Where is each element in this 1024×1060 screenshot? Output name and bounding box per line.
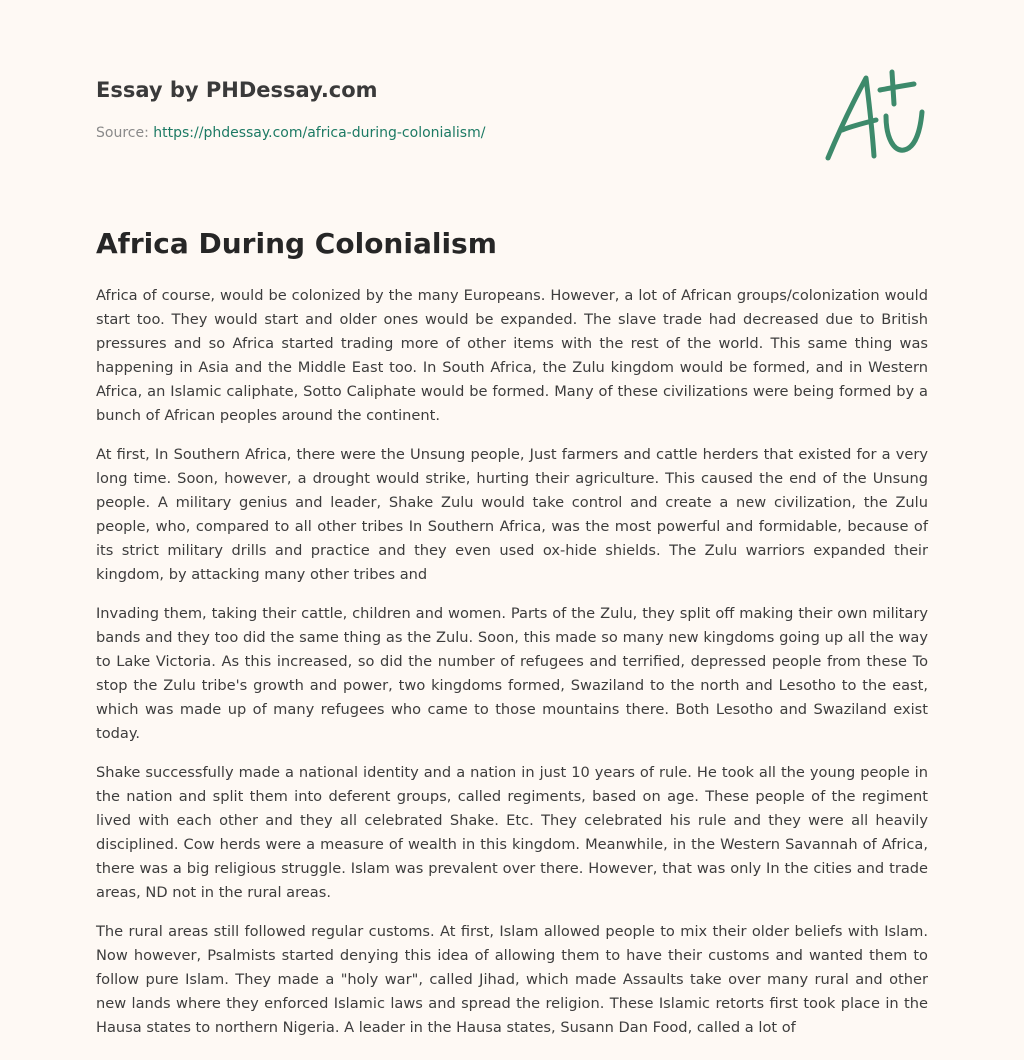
source-link[interactable]: https://phdessay.com/africa-during-colonialism/ — [153, 125, 486, 141]
article-title: Africa During Colonialism — [96, 227, 497, 260]
a-plus-grade-logo-icon — [822, 68, 928, 164]
paragraph: Shake successfully made a national identity and a nation in just 10 years of rule. He took all the young people in the nation and split them into deferent groups, called regiments, based on age. These people of the regiment lived with each other and they all celebrated Shake. Etc. They celebrated his rule and they were all heavily disciplined. Cow herds were a measure of wealth in this kingdom. Meanwhile, in the Western Savannah of Africa, there was a big religious struggle. Islam was prevalent over there. However, that was only In the cities and trade areas, ND not in the rural areas. — [96, 764, 928, 901]
paragraph: The rural areas still followed regular customs. At first, Islam allowed people to mix their older beliefs with Islam. Now however, Psalmists started denying this idea of allowing them to have their customs and wanted them to follow pure Islam. They made a "holy war", called Jihad, which made Assaults take over many rural and other new lands where they enforced Islamic laws and spread the religion. These Islamic retorts first took place in the Hausa states to northern Nigeria. A leader in the Hausa states, Susann Dan Food, called a lot of — [96, 923, 928, 1036]
paragraph: Africa of course, would be colonized by the many Europeans. However, a lot of African groups/colonization would start too. They would start and older ones would be expanded. The slave trade had decreased due to British pressures and so Africa started trading more of other items with the rest of the world. This same thing was happening in Asia and the Middle East too. In South Africa, the Zulu kingdom would be formed, and in Western Africa, an Islamic caliphate, Sotto Caliphate would be formed. Many of these civilizations were being formed by a bunch of African peoples around the continent. — [96, 287, 928, 424]
site-title: Essay by PHDessay.com — [96, 78, 378, 102]
source-label: Source: — [96, 125, 154, 141]
paragraph: Invading them, taking their cattle, children and women. Parts of the Zulu, they split off making their own military bands and they too did the same thing as the Zulu. Soon, this made so many new kingdoms going up all the way to Lake Victoria. As this increased, so did the number of refugees and terrified, depressed people from these To stop the Zulu tribe's growth and power, two kingdoms formed, Swaziland to the north and Lesotho to the east, which was made up of many refugees who came to those mountains there. Both Lesotho and Swaziland exist today. — [96, 605, 928, 742]
paragraph: At first, In Southern Africa, there were the Unsung people, Just farmers and cattle herders that existed for a very long time. Soon, however, a drought would strike, hurting their agriculture. This caused the end of the Unsung people. A military genius and leader, Shake Zulu would take control and create a new civilization, the Zulu people, who, compared to all other tribes In Southern Africa, was the most powerful and formidable, because of its strict military drills and practice and they even used ox-hide shields. The Zulu warriors expanded their kingdom, by attacking many other tribes and — [96, 446, 928, 583]
source-line — [96, 123, 796, 143]
article-body — [96, 284, 928, 1055]
page-header — [96, 76, 796, 143]
